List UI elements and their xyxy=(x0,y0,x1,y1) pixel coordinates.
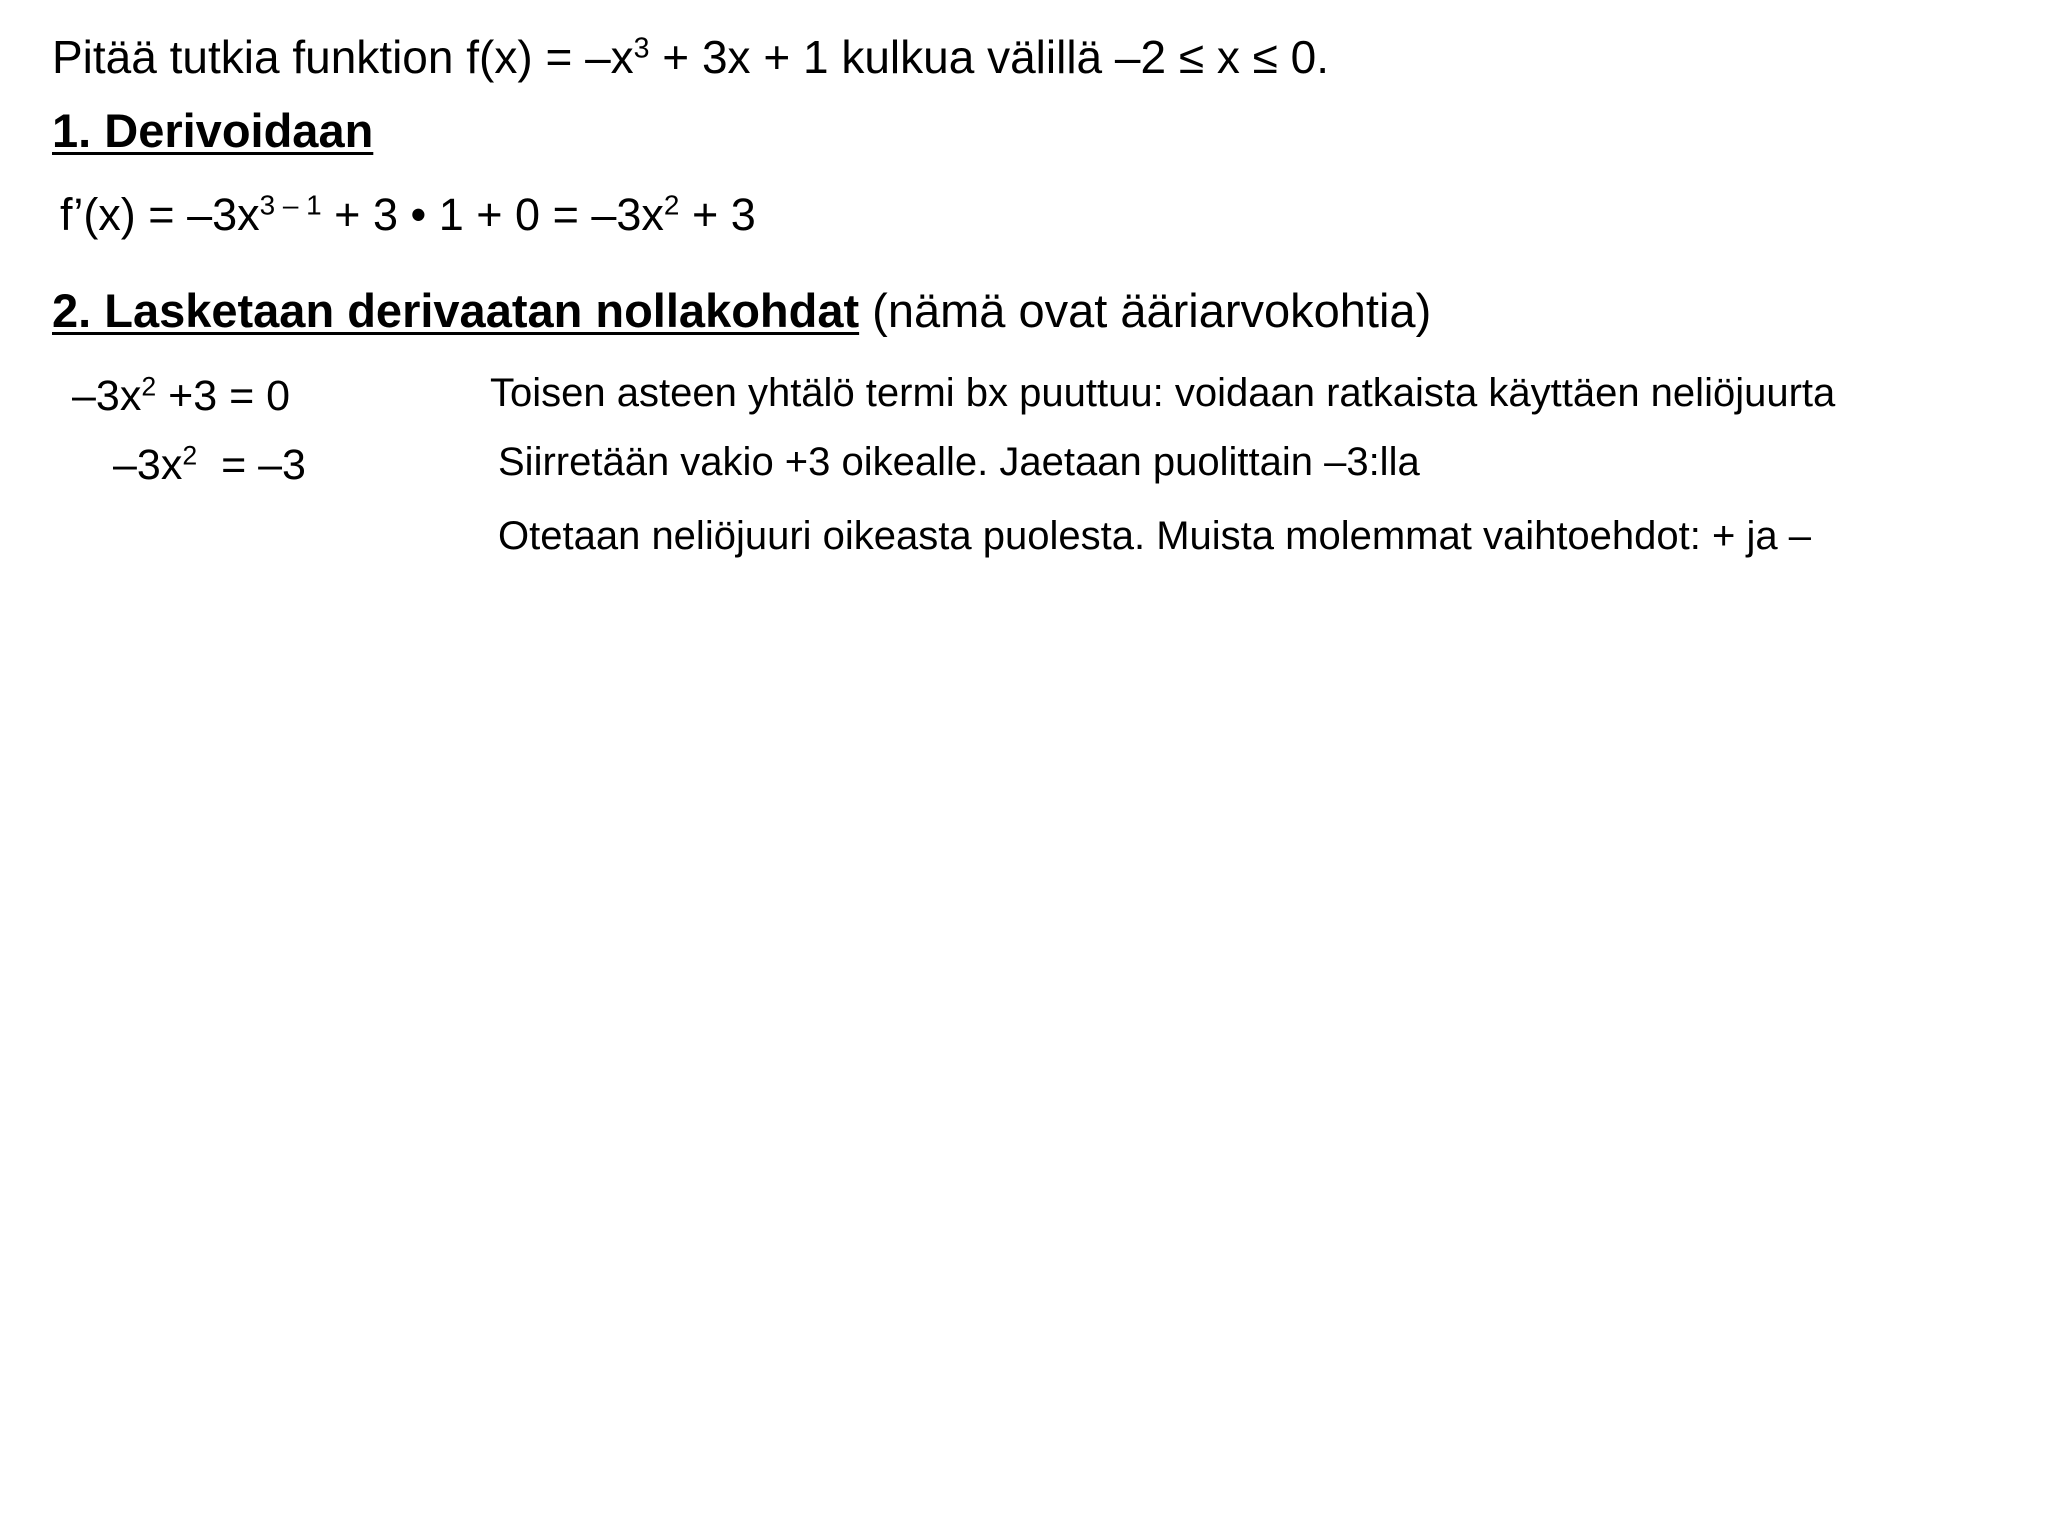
step-1-equation-left: –3x xyxy=(72,372,142,420)
derivative-part-1: f’(x) = –3x xyxy=(60,189,260,240)
step-1-equation-exponent: 2 xyxy=(141,371,157,402)
problem-statement-prefix: Pitää tutkia funktion f(x) = –x xyxy=(52,31,634,83)
step-2-equation-right: = –3 xyxy=(197,441,306,489)
step-1-equation-right: +3 = 0 xyxy=(156,372,291,420)
step-2-equation-exponent: 2 xyxy=(182,440,198,471)
step-2-equation-left: –3x xyxy=(113,441,183,489)
derivative-exponent-2: 2 xyxy=(663,189,680,221)
step-3-note: Otetaan neliöjuuri oikeasta puolesta. Muista molemmat vaihtoehdot: + ja – xyxy=(498,514,1811,558)
step-1-equation xyxy=(72,371,291,420)
derivative-equation xyxy=(60,189,756,240)
step-1-note: Toisen asteen yhtälö termi bx puuttuu: voidaan ratkaista käyttäen neliöjuurta xyxy=(490,371,1836,415)
derivative-part-2: + 3 • 1 + 0 = –3x xyxy=(321,189,664,240)
derivative-part-3: + 3 xyxy=(679,189,756,240)
section-2-note: (nämä ovat ääriarvokohtia) xyxy=(859,284,1432,337)
section-2-heading: 2. Lasketaan derivaatan nollakohdat xyxy=(52,284,860,337)
problem-statement-suffix: + 3x + 1 kulkua välillä –2 ≤ x ≤ 0. xyxy=(649,31,1330,83)
section-1-heading: 1. Derivoidaan xyxy=(52,104,374,157)
derivative-exponent-1: 3 – 1 xyxy=(259,189,322,221)
problem-statement xyxy=(52,31,1330,83)
section-2-heading-line xyxy=(52,284,1432,337)
step-2-note: Siirretään vakio +3 oikealle. Jaetaan puolittain –3:lla xyxy=(498,440,1420,484)
step-2-equation xyxy=(113,440,306,489)
problem-statement-exponent: 3 xyxy=(633,32,650,65)
